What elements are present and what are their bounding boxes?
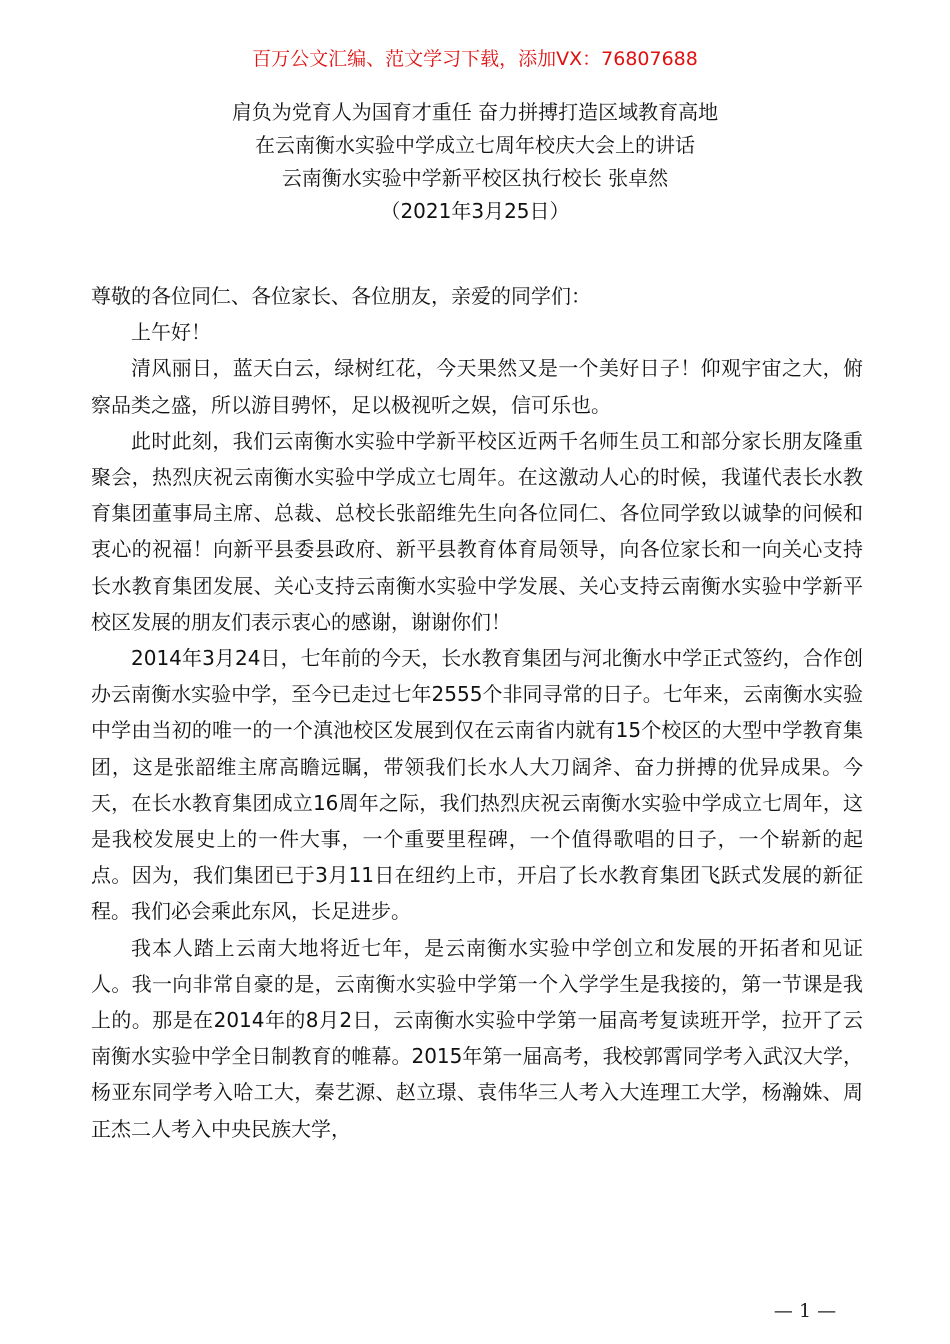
paragraph-2: 此时此刻，我们云南衡水实验中学新平校区近两千名师生员工和部分家长朋友隆重聚会，热烈庆祝云南衡水实验中学成立七周年。在这激动人心的时候，我谨代表长水教育集团董事局主席、总裁、总校长张韶维先生向各位同仁、各位同学致以诚挚的问候和衷心的祝福！向新平县委县政府、新平县教育体育局领导，向各位家长和一向关心支持长水教育集团发展、关心支持云南衡水实验中学发展、关心支持云南衡水实验中学新平校区发展的朋友们表示衷心的感谢，谢谢你们！ xyxy=(91,428,863,634)
paragraph-4: 我本人踏上云南大地将近七年，是云南衡水实验中学创立和发展的开拓者和见证人。我一向非常自豪的是，云南衡水实验中学第一个入学学生是我接的，第一节课是我上的。那是在2014年的8月2日，云南衡水实验中学第一届高考复读班开学，拉开了云南衡水实验中学全日制教育的帷幕。2015年第一届高考，我校郭霄同学考入武汉大学，杨亚东同学考入哈工大，秦艺源、赵立璟、袁伟华三人考入大连理工大学，杨瀚姝、周正杰二人考入中央民族大学， xyxy=(91,935,863,1141)
page-number: — 1 — xyxy=(773,1300,837,1322)
paragraph-greeting: 上午好！ xyxy=(131,320,211,345)
subtitle: 在云南衡水实验中学成立七周年校庆大会上的讲话 xyxy=(255,133,695,157)
main-title: 肩负为党育人为国育才重任 奋力拼搏打造区域教育高地 xyxy=(231,100,719,124)
speech-body xyxy=(91,278,863,1147)
speech-date: （2021年3月25日） xyxy=(380,199,570,223)
speaker-line: 云南衡水实验中学新平校区执行校长 张卓然 xyxy=(281,166,669,190)
paragraph-1: 清风丽日，蓝天白云，绿树红花，今天果然又是一个美好日子！仰观宇宙之大，俯察品类之盛，所以游目骋怀，足以极视听之娱，信可乐也。 xyxy=(91,356,863,417)
title-block xyxy=(0,96,950,228)
paragraph-3: 2014年3月24日，七年前的今天，长水教育集团与河北衡水中学正式签约，合作创办云南衡水实验中学，至今已走过七年2555个非同寻常的日子。七年来，云南衡水实验中学由当初的唯一的一个滇池校区发展到仅在云南省内就有15个校区的大型中学教育集团，这是张韶维主席高瞻远瞩，带领我们长水人大刀阔斧、奋力拼搏的优异成果。今天，在长水教育集团成立16周年之际，我们热烈庆祝云南衡水实验中学成立七周年，这是我校发展史上的一件大事，一个重要里程碑，一个值得歌唱的日子，一个崭新的起点。因为，我们集团已于3月11日在纽约上市，开启了长水教育集团飞跃式发展的新征程。我们必会乘此东风，长足进步。 xyxy=(91,646,863,924)
watermark-banner: 百万公文汇编、范文学习下载，添加VX：76807688 xyxy=(252,48,698,70)
salutation: 尊敬的各位同仁、各位家长、各位朋友，亲爱的同学们： xyxy=(91,284,591,308)
